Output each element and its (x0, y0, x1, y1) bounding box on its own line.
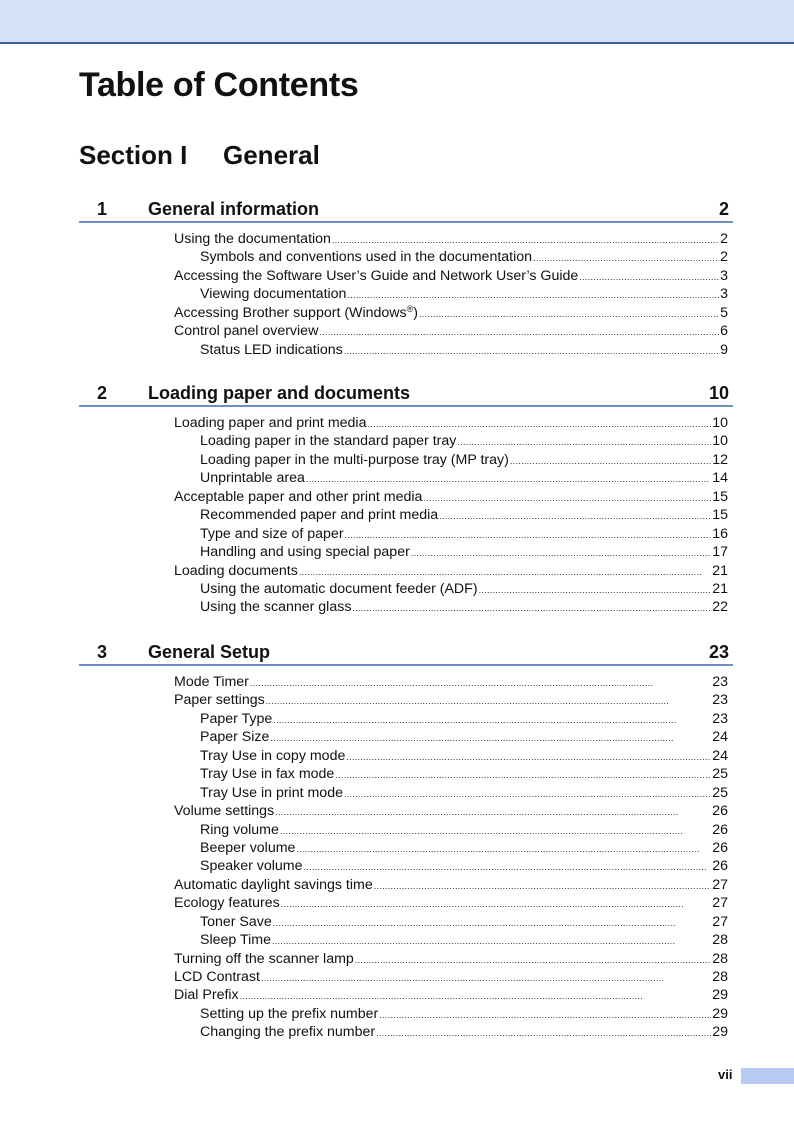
toc-entry[interactable] (174, 321, 728, 339)
toc-entry-title (200, 285, 347, 303)
toc-entry-title (200, 543, 411, 561)
section-title: General (223, 140, 320, 170)
toc-entry-text: Using the automatic document feeder (ADF) (200, 580, 478, 597)
toc-entry[interactable] (174, 1004, 728, 1022)
toc-entry[interactable] (174, 820, 728, 838)
toc-entry-page: 21 (712, 580, 728, 597)
toc-entry-text: Loading paper and print media (174, 415, 367, 431)
toc-entry-page: 21 (712, 562, 728, 579)
toc-entry-text: Setting up the prefix number (200, 1005, 379, 1022)
toc-entry[interactable] (174, 746, 728, 764)
toc-entry-page: 26 (712, 858, 728, 875)
dot-leader (479, 579, 712, 597)
dot-leader (270, 727, 711, 745)
toc-entry-title (174, 894, 281, 912)
chapter-page: 2 (718, 199, 729, 219)
toc-entry-text: Using the scanner glass (200, 599, 352, 616)
toc-entry[interactable] (174, 949, 728, 967)
toc-entry-text: Loading documents (174, 562, 298, 579)
toc-entry-text: Type and size of paper (200, 525, 344, 542)
section-number: Section I (79, 140, 188, 170)
dot-leader (352, 597, 711, 615)
toc-entry-page: 15 (712, 488, 728, 505)
chapter-2 (79, 382, 733, 616)
toc-entry-page: 10 (712, 415, 728, 431)
toc-entry[interactable] (174, 579, 728, 597)
toc-entry-text: Viewing documentation (200, 286, 347, 303)
toc-entry-text: Tray Use in copy mode (200, 747, 346, 764)
dot-leader (579, 266, 719, 284)
toc-entry[interactable] (174, 284, 728, 302)
toc-entry-text: Mode Timer (174, 674, 249, 690)
dot-leader (273, 912, 711, 930)
toc-entry-page: 27 (712, 895, 728, 912)
toc-entry-title (174, 968, 261, 986)
toc-entry-title (200, 248, 533, 266)
toc-entry-text: Tray Use in fax mode (200, 766, 335, 783)
toc-entry-text: Handling and using special paper (200, 544, 410, 561)
toc-entry[interactable] (174, 672, 728, 690)
toc-entry-title (174, 230, 332, 248)
toc-entry[interactable] (174, 542, 728, 560)
dot-leader (345, 524, 712, 542)
toc-entry-title (200, 1005, 379, 1023)
toc-entry-title (200, 765, 335, 783)
toc-entry-text: Loading paper in the multi-purpose tray (MP tray) (200, 451, 509, 468)
toc-entry-title (174, 304, 419, 322)
chapter-title: General information (148, 199, 320, 219)
toc-entry-text: Control panel overview (174, 323, 319, 340)
toc-entry[interactable] (174, 505, 728, 523)
toc-entry-page: 28 (712, 950, 728, 967)
toc-entry-title (174, 322, 319, 340)
toc-entry-list (174, 413, 728, 616)
toc-entry-page: 16 (712, 525, 728, 542)
toc-entry[interactable] (174, 930, 728, 948)
toc-entry[interactable] (174, 303, 728, 321)
toc-entry[interactable] (174, 266, 728, 284)
toc-entry-page: 23 (712, 710, 728, 727)
toc-entry-page: 27 (712, 913, 728, 930)
toc-entry-page: 28 (712, 932, 728, 949)
chapter-heading[interactable] (79, 198, 733, 223)
toc-entry-title (200, 913, 273, 931)
toc-entry[interactable] (174, 487, 728, 505)
toc-entry-text: Dial Prefix (174, 987, 239, 1004)
toc-entry[interactable] (174, 524, 728, 542)
dot-leader (261, 967, 711, 985)
toc-entry-text: Tray Use in print mode (200, 784, 343, 801)
toc-entry[interactable] (174, 764, 728, 782)
toc-entry-title (174, 802, 275, 820)
toc-entry-page: 26 (712, 803, 728, 820)
toc-entry[interactable] (174, 801, 728, 819)
toc-entry[interactable] (174, 597, 728, 615)
toc-entry-text: Using the documentation (174, 231, 331, 247)
toc-entry-text-after: ) (413, 304, 418, 321)
dot-leader (266, 690, 712, 708)
dot-leader (272, 930, 711, 948)
dot-leader (411, 542, 711, 560)
toc-entry-text: Acceptable paper and other print media (174, 488, 423, 505)
toc-entry-page: 29 (712, 987, 728, 1004)
toc-entry[interactable] (174, 229, 728, 247)
chapter-heading[interactable] (79, 641, 733, 666)
toc-entry-page: 23 (712, 692, 728, 709)
toc-entry-title (200, 580, 479, 598)
page-number: vii (718, 1067, 733, 1082)
toc-entry[interactable] (174, 247, 728, 265)
toc-entry-title (174, 673, 250, 691)
dot-leader (367, 413, 711, 431)
dot-leader (423, 487, 711, 505)
toc-entry-title (200, 747, 346, 765)
toc-entry-text: Unprintable area (200, 470, 305, 487)
dot-leader (419, 303, 719, 321)
dot-leader (533, 247, 719, 265)
toc-entry[interactable] (174, 340, 728, 358)
chapter-1 (79, 198, 733, 358)
toc-entry-page: 17 (712, 544, 728, 561)
toc-entry-page: 15 (712, 507, 728, 524)
toc-entry-list (174, 229, 728, 358)
registered-mark: ® (406, 303, 414, 314)
toc-entry-title (174, 986, 240, 1004)
toc-entry-title (174, 691, 266, 709)
dot-leader (280, 820, 711, 838)
toc-entry[interactable] (174, 468, 728, 486)
toc-entry-page: 3 (720, 286, 728, 303)
chapter-title: General Setup (148, 642, 271, 662)
toc-entry-title (200, 821, 280, 839)
toc-entry-title (200, 839, 296, 857)
toc-entry-text: Recommended paper and print media (200, 507, 439, 524)
toc-entry-page: 9 (720, 341, 728, 358)
toc-entry-page: 3 (720, 267, 728, 284)
toc-entry-text: Paper Type (200, 710, 273, 727)
header-band (0, 0, 794, 44)
dot-leader (240, 985, 712, 1003)
toc-entry-title (174, 562, 299, 580)
toc-entry-title (200, 728, 270, 746)
toc-entry-text: Volume settings (174, 803, 275, 820)
toc-entry-text: Toner Save (200, 913, 272, 930)
toc-entry-text: Symbols and conventions used in the documentation (200, 249, 533, 266)
toc-entry-page: 26 (712, 821, 728, 838)
toc-entry-page: 24 (712, 729, 728, 746)
dot-leader (344, 340, 719, 358)
chapter-3 (79, 641, 733, 1041)
dot-leader (379, 1004, 711, 1022)
toc-entry-page: 26 (712, 839, 728, 856)
toc-entry-title (200, 598, 352, 616)
toc-entry-text: Speaker volume (200, 858, 303, 875)
toc-entry-page: 5 (720, 304, 728, 321)
toc-entry-page: 2 (720, 249, 728, 266)
toc-entry-text: Sleep Time (200, 932, 271, 949)
page-title: Table of Contents (79, 66, 359, 104)
toc-entry-page: 14 (712, 470, 728, 487)
toc-entry-page: 28 (712, 969, 728, 985)
toc-entry[interactable] (174, 450, 728, 468)
toc-entry-page: 10 (712, 433, 728, 450)
dot-leader (347, 284, 719, 302)
dot-leader (306, 468, 711, 486)
toc-entry[interactable] (174, 912, 728, 930)
toc-entry-text: Beeper volume (200, 839, 296, 856)
toc-entry[interactable] (174, 561, 728, 579)
toc-entry-text: Accessing the Software User’s Guide and Network User’s Guide (174, 267, 579, 284)
toc-entry-text: Paper Size (200, 729, 270, 746)
toc-entry[interactable] (174, 856, 728, 874)
dot-leader (439, 505, 711, 523)
toc-entry-title (174, 876, 374, 894)
toc-entry-page: 22 (712, 599, 728, 616)
toc-entry-title (200, 341, 344, 359)
toc-entry-text: Loading paper in the standard paper tray (200, 433, 457, 450)
toc-entry-title (200, 432, 457, 450)
toc-entry-title (200, 451, 510, 469)
toc-entry-page: 24 (712, 747, 728, 764)
dot-leader (299, 561, 711, 579)
toc-entry-title (200, 506, 439, 524)
dot-leader (335, 764, 711, 782)
dot-leader (374, 875, 712, 893)
toc-entry[interactable] (174, 690, 728, 708)
dot-leader (355, 949, 711, 967)
toc-entry[interactable] (174, 985, 728, 1003)
dot-leader (319, 321, 719, 339)
toc-entry-page: 27 (712, 876, 728, 893)
dot-leader (510, 450, 711, 468)
toc-entry-page: 25 (712, 784, 728, 801)
toc-entry-text: Changing the prefix number (200, 1024, 376, 1041)
toc-entry-page: 12 (712, 451, 728, 468)
dot-leader (346, 746, 711, 764)
toc-entry[interactable] (174, 875, 728, 893)
dot-leader (304, 856, 712, 874)
dot-leader (275, 801, 711, 819)
toc-entry-title (200, 784, 344, 802)
toc-entry-text: Ecology features (174, 895, 280, 912)
toc-entry-title (200, 1023, 376, 1041)
dot-leader (457, 431, 711, 449)
toc-entry-text: Automatic daylight savings time (174, 876, 373, 893)
toc-entry-text: Turning off the scanner lamp (174, 950, 354, 967)
chapter-page: 10 (708, 383, 729, 403)
toc-entry-title (174, 414, 367, 432)
chapter-heading[interactable] (79, 382, 733, 407)
page-tab-marker (741, 1068, 794, 1084)
chapter-page: 23 (708, 642, 729, 662)
toc-entry[interactable] (174, 838, 728, 856)
chapter-title: Loading paper and documents (148, 383, 411, 403)
toc-entry-title (174, 950, 355, 968)
dot-leader (281, 893, 712, 911)
toc-entry-page: 29 (712, 1024, 728, 1041)
toc-entry-text: LCD Contrast (174, 969, 260, 985)
toc-entry-list (174, 672, 728, 1041)
toc-entry[interactable] (174, 727, 728, 745)
toc-entry-text: Status LED indications (200, 341, 343, 358)
toc-entry[interactable] (174, 413, 728, 431)
toc-entry-text: Paper settings (174, 692, 265, 709)
toc-entry[interactable] (174, 1022, 728, 1040)
dot-leader (250, 672, 711, 690)
toc-entry-text: Accessing Brother support (Windows (174, 304, 407, 321)
toc-entry-title (174, 488, 423, 506)
dot-leader (296, 838, 711, 856)
toc-entry-title (200, 469, 306, 487)
toc-entry-page: 25 (712, 766, 728, 783)
toc-entry-text: Ring volume (200, 821, 279, 838)
toc-entry-title (200, 525, 345, 543)
toc-entry[interactable] (174, 783, 728, 801)
toc-entry[interactable] (174, 893, 728, 911)
dot-leader (332, 229, 719, 247)
dot-leader (344, 783, 711, 801)
toc-entry-page: 29 (712, 1005, 728, 1022)
chapter-number: 3 (97, 642, 108, 662)
toc-entry-title (174, 267, 579, 285)
chapter-number: 1 (97, 199, 108, 219)
toc-entry-title (200, 857, 304, 875)
section-heading (79, 140, 320, 171)
toc-entry-page: 6 (720, 323, 728, 340)
chapter-number: 2 (97, 383, 108, 403)
toc-entry[interactable] (174, 431, 728, 449)
toc-entry[interactable] (174, 967, 728, 985)
toc-entry-page: 23 (712, 674, 728, 690)
toc-entry-title (200, 710, 273, 728)
dot-leader (273, 709, 711, 727)
dot-leader (376, 1022, 711, 1040)
toc-entry-title (200, 931, 272, 949)
toc-entry[interactable] (174, 709, 728, 727)
toc-entry-page: 2 (720, 231, 728, 247)
